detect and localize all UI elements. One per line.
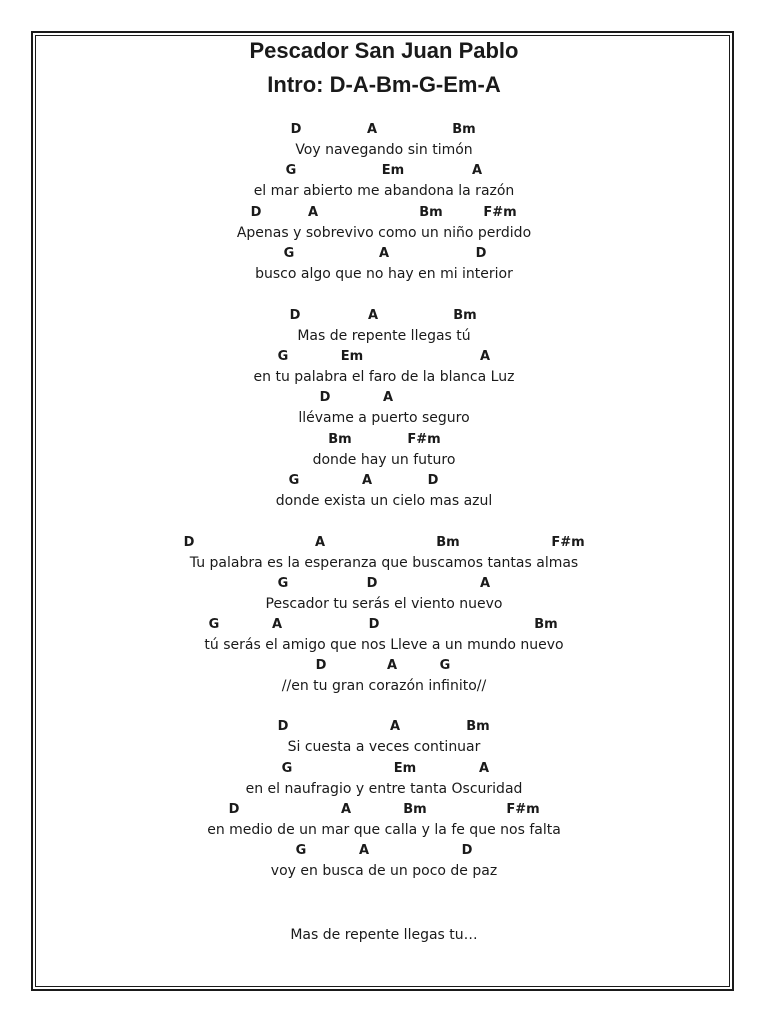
chord: G xyxy=(208,617,220,632)
chord: D xyxy=(250,205,262,220)
chord: F#m xyxy=(551,535,585,550)
chord: F#m xyxy=(407,432,441,447)
song-title: Pescador San Juan Pablo xyxy=(249,38,519,63)
chord: A xyxy=(314,535,326,550)
lyric-line: Si cuesta a veces continuar xyxy=(287,739,481,755)
chord: D xyxy=(289,308,301,323)
chord: A xyxy=(386,658,398,673)
lyric-line: el mar abierto me abandona la razón xyxy=(253,183,515,199)
lyric-line: en medio de un mar que calla y la fe que nos falta xyxy=(207,822,561,838)
lyric-line: en el naufragio y entre tanta Oscuridad xyxy=(245,781,523,797)
chord: D xyxy=(427,473,439,488)
chord: D xyxy=(277,719,289,734)
chord: G xyxy=(281,761,293,776)
chord: D xyxy=(315,658,327,673)
chord: Bm xyxy=(403,802,427,817)
chord: F#m xyxy=(506,802,540,817)
lyric-line: Tu palabra es la esperanza que buscamos tantas almas xyxy=(189,555,579,571)
lyric-line: Mas de repente llegas tu… xyxy=(290,927,478,943)
lyric-line: llévame a puerto seguro xyxy=(298,410,470,426)
chord: G xyxy=(295,843,307,858)
chord: D xyxy=(366,576,378,591)
lyric-line: Pescador tu serás el viento nuevo xyxy=(265,596,503,612)
lyric-line: //en tu gran corazón infinito// xyxy=(281,678,487,694)
chord: G xyxy=(285,163,297,178)
chord: Bm xyxy=(419,205,443,220)
chord: A xyxy=(479,576,491,591)
lyric-line: tú serás el amigo que nos Lleve a un mundo nuevo xyxy=(204,637,564,653)
chord: A xyxy=(367,308,379,323)
chord: G xyxy=(288,473,300,488)
lyric-line: donde hay un futuro xyxy=(312,452,456,468)
chord: D xyxy=(290,122,302,137)
lyric-line: donde exista un cielo mas azul xyxy=(275,493,493,509)
chord: G xyxy=(277,576,289,591)
chord: D xyxy=(475,246,487,261)
chord: A xyxy=(271,617,283,632)
chord: A xyxy=(471,163,483,178)
chord: A xyxy=(340,802,352,817)
chord: A xyxy=(478,761,490,776)
chord: A xyxy=(361,473,373,488)
lyric-line: Voy navegando sin timón xyxy=(295,142,473,158)
chord: Em xyxy=(340,349,364,364)
chord: D xyxy=(461,843,473,858)
chord: A xyxy=(479,349,491,364)
chord: A xyxy=(366,122,378,137)
chord: A xyxy=(389,719,401,734)
chord: Bm xyxy=(452,122,476,137)
lyric-line: Mas de repente llegas tú xyxy=(297,328,471,344)
chord: G xyxy=(283,246,295,261)
lyric-line: busco algo que no hay en mi interior xyxy=(255,266,513,282)
chord: A xyxy=(382,390,394,405)
chord: Bm xyxy=(328,432,352,447)
chord: Bm xyxy=(466,719,490,734)
chord: Em xyxy=(393,761,417,776)
chord: G xyxy=(277,349,289,364)
lyric-line: voy en busca de un poco de paz xyxy=(270,863,498,879)
chord: A xyxy=(307,205,319,220)
chord: Bm xyxy=(436,535,460,550)
chord: D xyxy=(319,390,331,405)
chord: A xyxy=(378,246,390,261)
lyric-line: en tu palabra el faro de la blanca Luz xyxy=(253,369,515,385)
chord: D xyxy=(228,802,240,817)
chord: D xyxy=(368,617,380,632)
chord: A xyxy=(358,843,370,858)
chord: Bm xyxy=(453,308,477,323)
chord: Em xyxy=(381,163,405,178)
song-intro: Intro: D-A-Bm-G-Em-A xyxy=(267,72,501,97)
chord: D xyxy=(183,535,195,550)
lyric-line: Apenas y sobrevivo como un niño perdido xyxy=(236,225,532,241)
chord: F#m xyxy=(483,205,517,220)
chord: G xyxy=(439,658,451,673)
chord: Bm xyxy=(534,617,558,632)
